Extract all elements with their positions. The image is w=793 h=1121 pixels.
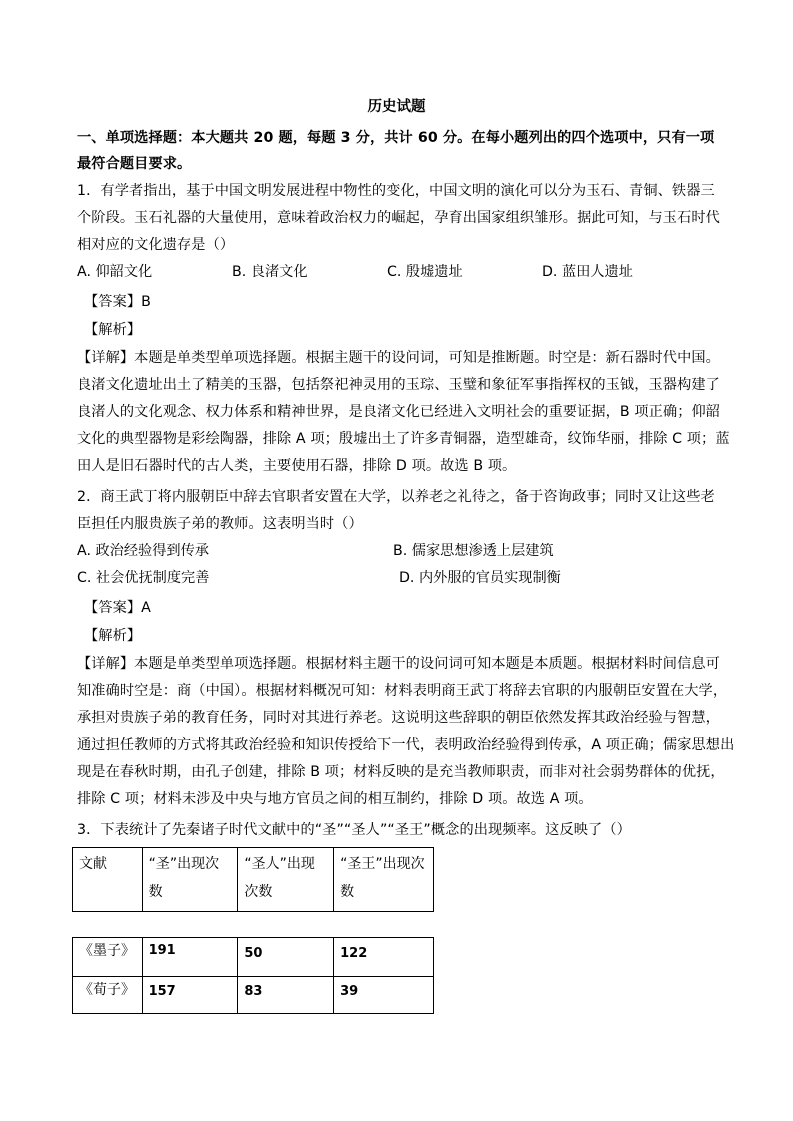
q1-stem-line: 个阶段。玉石礼器的大量使用，意味着政治权力的崛起，孕育出国家组织雏形。据此可知，与玉石时代 — [77, 210, 720, 226]
q2-detail-line: 排除 C 项；材料未涉及中央与地方官员之间的相互制约，排除 D 项。故选 A 项。 — [77, 791, 593, 807]
q1-detail-line: 文化的典型器物是彩绘陶器，排除 A 项；殷墟出土了许多青铜器，造型雄奇，纹饰华丽，排除 C 项；蓝 — [77, 431, 730, 447]
table-cell: 122 — [334, 938, 434, 977]
q3-stem: 3．下表统计了先秦诸子时代文献中的“圣”“圣人”“圣王”概念的出现频率。这反映了（） — [77, 822, 631, 838]
q3-table-body — [72, 937, 434, 1014]
q1-detail-line: 田人是旧石器时代的古人类，主要使用石器，排除 D 项。故选 B 项。 — [77, 458, 517, 474]
q1-detail-line: 良渚文化遗址出土了精美的玉器，包括祭祀神灵用的玉琮、玉璧和象征军事指挥权的玉钺，玉器构建了 — [77, 377, 720, 393]
q3-table-header — [72, 847, 434, 912]
q1-option-c: C. 殷墟遗址 — [387, 264, 463, 280]
table-cell: 83 — [238, 977, 334, 1014]
table-row — [73, 938, 434, 977]
q1-option-d: D. 蓝田人遗址 — [542, 264, 633, 280]
q2-stem-line: 臣担任内服贵族子弟的教师。这表明当时（） — [77, 516, 363, 532]
table-cell: 157 — [142, 977, 238, 1014]
q2-detail-line: 现是在春秋时期，由孔子创建，排除 B 项；材料反映的是充当教师职责，而非对社会弱势群体的优抚， — [77, 764, 725, 780]
table-cell: 39 — [334, 977, 434, 1014]
table-cell: 《墨子》 — [73, 938, 143, 977]
q1-answer: 【答案】B — [84, 294, 151, 310]
q2-option-a: A. 政治经验得到传承 — [77, 543, 209, 559]
table-header-cell: “圣”出现次数 — [142, 848, 238, 912]
q1-option-a: A. 仰韶文化 — [77, 264, 153, 280]
q2-option-d: D. 内外服的官员实现制衡 — [399, 570, 561, 586]
q2-answer: 【答案】A — [84, 600, 151, 616]
q2-detail-line: 知准确时空是：商（中国）。根据材料概况可知：材料表明商王武丁将辞去官职的内服朝臣安置在大学， — [77, 683, 728, 699]
table-header-cell: “圣人”出现次数 — [238, 848, 334, 912]
q1-detail-line: 【详解】本题是单类型单项选择题。根据主题干的设问词，可知是推断题。时空是：新石器时代中国。 — [77, 350, 720, 366]
q1-detail-line: 良渚人的文化观念、权力体系和精神世界，是良渚文化已经进入文明社会的重要证据，B 项正确；仰韶 — [77, 404, 721, 420]
q2-detail-line: 通过担任教师的方式将其政治经验和知识传授给下一代，表明政治经验得到传承，A 项正确；儒家思想出 — [77, 737, 735, 753]
table-header-cell: “圣王”出现次数 — [334, 848, 434, 912]
q2-analysis-label: 【解析】 — [84, 628, 142, 644]
table-cell: 《荀子》 — [73, 977, 143, 1014]
q1-stem-line: 相对应的文化遗存是（） — [77, 237, 235, 253]
q2-detail-line: 【详解】本题是单类型单项选择题。根据材料主题干的设问词可知本题是本质题。根据材料时间信息可 — [77, 656, 720, 672]
q2-option-c: C. 社会优抚制度完善 — [77, 570, 210, 586]
table-row — [73, 977, 434, 1014]
table-cell: 50 — [238, 938, 334, 977]
q1-option-b: B. 良渚文化 — [232, 264, 308, 280]
page-title: 历史试题 — [367, 99, 426, 115]
table-cell: 191 — [142, 938, 238, 977]
table-header-cell: 文献 — [73, 848, 143, 912]
q2-detail-line: 承担对贵族子弟的教育任务，同时对其进行养老。这说明这些辞职的朝臣依然发挥其政治经验与智慧， — [77, 710, 720, 726]
section-heading: 一、单项选择题：本大题共 20 题，每题 3 分，共计 60 分。在每小题列出的四个选项中，只有一项 — [77, 130, 715, 146]
q1-analysis-label: 【解析】 — [84, 322, 142, 338]
q1-stem-line: 1．有学者指出，基于中国文明发展进程中物性的变化，中国文明的演化可以分为玉石、青铜、铁器三 — [77, 183, 715, 199]
section-heading-cont: 最符合题目要求。 — [77, 156, 192, 172]
q2-option-b: B. 儒家思想渗透上层建筑 — [393, 543, 554, 559]
q2-stem-line: 2．商王武丁将内服朝臣中辞去官职者安置在大学，以养老之礼待之，备于咨询政事；同时又让这些老 — [77, 489, 715, 505]
